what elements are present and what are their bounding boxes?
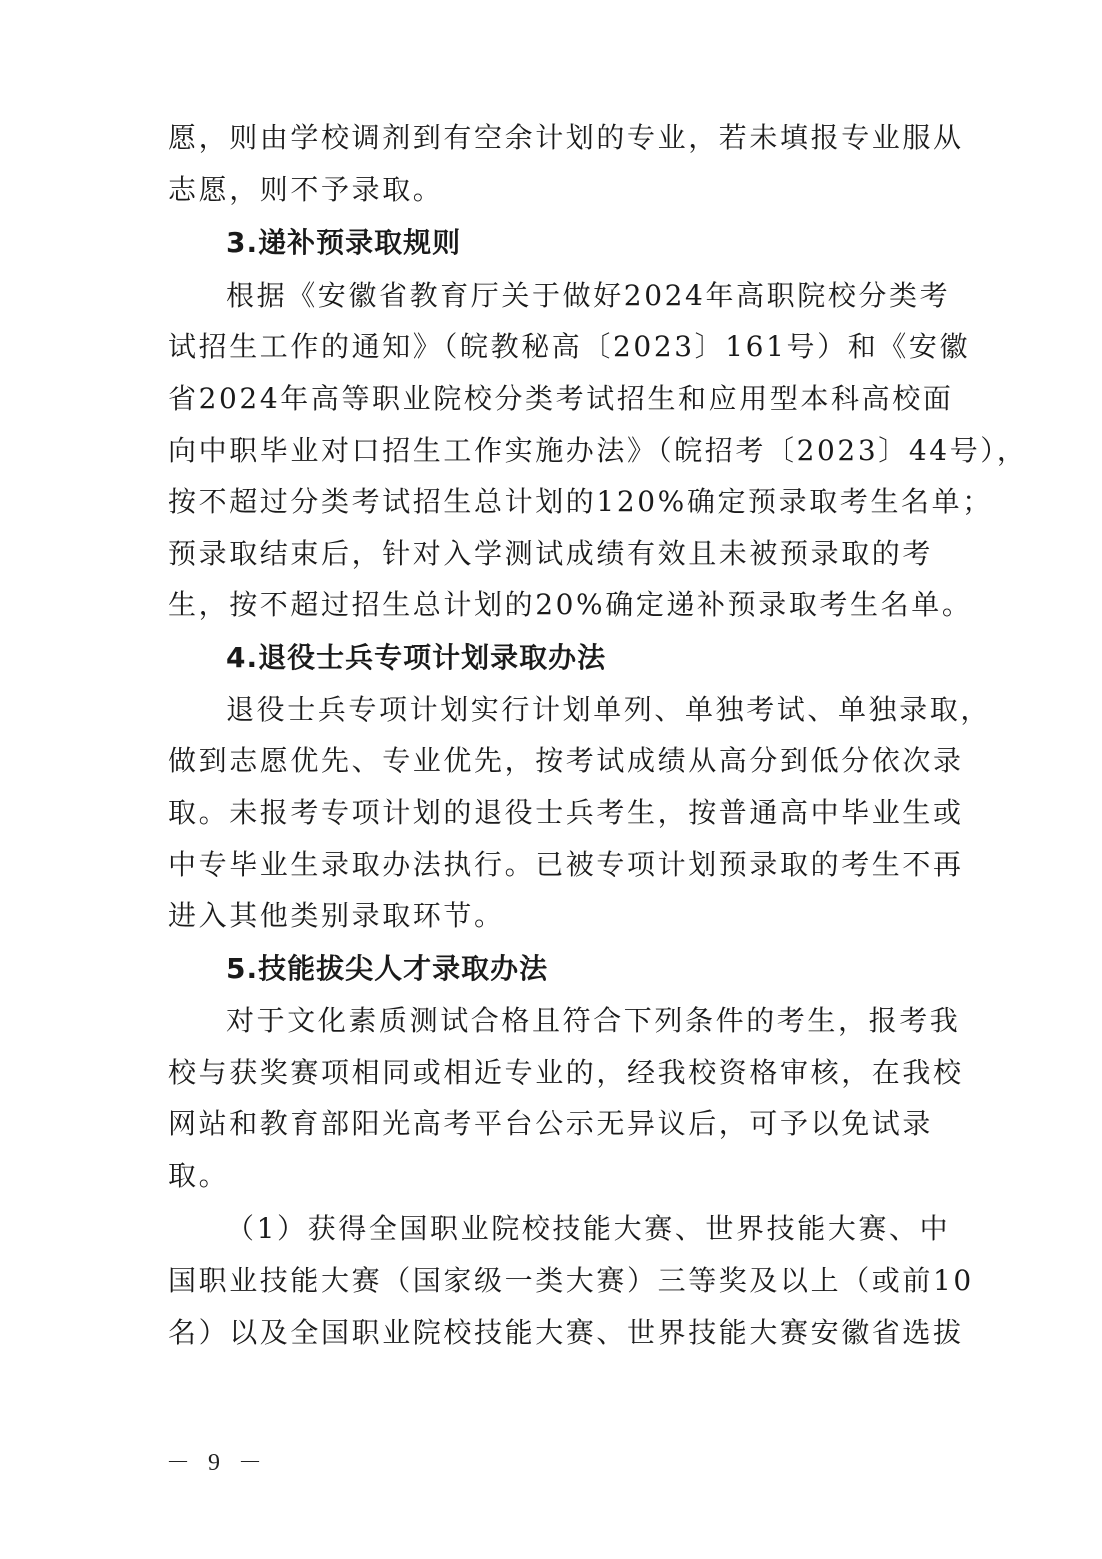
paragraph-line: 取。 bbox=[168, 1159, 230, 1192]
paragraph-line: 退役士兵专项计划实行计划单列、单独考试、单独录取， bbox=[226, 693, 992, 726]
paragraph-line: 愿，则由学校调剂到有空余计划的专业，若未填报专业服从 bbox=[168, 121, 964, 154]
paragraph-line: 根据《安徽省教育厅关于做好2024年高职院校分类考 bbox=[226, 279, 951, 312]
paragraph-line: 生，按不超过招生总计划的20%确定递补预录取考生名单。 bbox=[168, 588, 973, 621]
paragraph-line: 对于文化素质测试合格且符合下列条件的考生，报考我 bbox=[226, 1004, 961, 1037]
section-heading-5: 5.技能拔尖人才录取办法 bbox=[226, 952, 549, 985]
paragraph-line: 向中职毕业对口招生工作实施办法》（皖招考〔2023〕44号）， bbox=[168, 434, 1028, 467]
paragraph-line: 中专毕业生录取办法执行。已被专项计划预录取的考生不再 bbox=[168, 848, 964, 881]
section-heading-4: 4.退役士兵专项计划录取办法 bbox=[226, 641, 607, 674]
paragraph-line: 按不超过分类考试招生总计划的120%确定预录取考生名单； bbox=[168, 485, 993, 518]
paragraph-line: 校与获奖赛项相同或相近专业的，经我校资格审核，在我校 bbox=[168, 1056, 964, 1089]
section-heading-3: 3.递补预录取规则 bbox=[226, 226, 462, 259]
page-number: － 9 － bbox=[166, 1450, 268, 1476]
paragraph-line: 做到志愿优先、专业优先，按考试成绩从高分到低分依次录 bbox=[168, 744, 964, 777]
list-item-line: 名）以及全国职业院校技能大赛、世界技能大赛安徽省选拔 bbox=[168, 1316, 964, 1349]
paragraph-line: 网站和教育部阳光高考平台公示无异议后，可予以免试录 bbox=[168, 1107, 934, 1140]
paragraph-line: 预录取结束后，针对入学测试成绩有效且未被预录取的考 bbox=[168, 537, 934, 570]
list-item-line: （1）获得全国职业院校技能大赛、世界技能大赛、中 bbox=[226, 1212, 951, 1245]
paragraph-line: 进入其他类别录取环节。 bbox=[168, 899, 505, 932]
paragraph-line: 试招生工作的通知》（皖教秘高〔2023〕161号）和《安徽 bbox=[168, 330, 971, 363]
list-item-line: 国职业技能大赛（国家级一类大赛）三等奖及以上（或前10 bbox=[168, 1264, 974, 1297]
paragraph-line: 省2024年高等职业院校分类考试招生和应用型本科高校面 bbox=[168, 382, 954, 415]
paragraph-line: 志愿，则不予录取。 bbox=[168, 173, 444, 206]
paragraph-line: 取。未报考专项计划的退役士兵考生，按普通高中毕业生或 bbox=[168, 796, 964, 829]
